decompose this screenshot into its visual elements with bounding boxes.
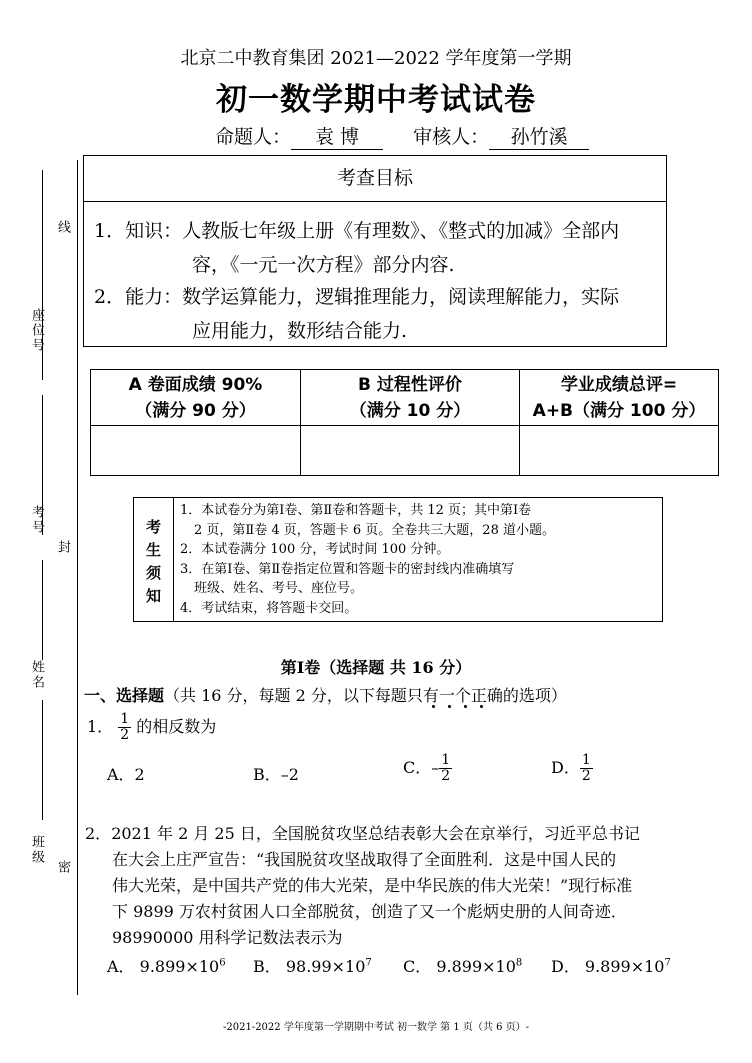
seat-number-label: 座位号 — [29, 308, 44, 353]
notes-label-char: 考 — [145, 518, 161, 536]
q1-c-frac-num: 1 — [441, 752, 451, 768]
setter-reviewer-line — [215, 122, 589, 150]
seal-char-xian: 线 — [55, 220, 70, 235]
name-blank-line — [42, 560, 43, 660]
notes-line: 2 页，第Ⅱ卷 4 页，答题卡 6 页。全卷共三大题，28 道小题。 — [194, 522, 555, 538]
question-2-line5: 98990000 用科学记数法表示为 — [112, 928, 343, 947]
q2-option-b[interactable] — [253, 954, 372, 977]
q1-option-c-sign: – — [431, 758, 440, 777]
q1-option-c-fraction — [439, 753, 452, 784]
part1-title: 第Ⅰ卷（选择题 共 16 分） — [280, 658, 472, 677]
q2-option-b-exp: 7 — [365, 957, 372, 969]
score-cell-a[interactable] — [91, 426, 301, 476]
q2-option-d-exp: 7 — [664, 957, 671, 969]
q1-number: 1． — [87, 717, 114, 736]
q1-c-frac-den: 2 — [441, 768, 451, 784]
q1-option-c[interactable] — [403, 753, 452, 784]
notes-line: 3．在第Ⅰ卷、第Ⅱ卷指定位置和答题卡的密封线内准确填写 — [180, 561, 515, 577]
question-2-line3: 伟大光荣，是中国共产党的伟大光荣，是中华民族的伟大光荣！”现行标准 — [112, 876, 633, 895]
notes-label-char: 生 — [145, 541, 161, 559]
q1-frac-num: 1 — [120, 711, 130, 727]
seal-char-feng: 封 — [55, 540, 70, 555]
goal-2-line2: 应用能力，数形结合能力. — [192, 320, 408, 342]
score-col-a-line1: A 卷面成绩 90% — [128, 374, 263, 395]
page-footer: -2021-2022 学年度第一学期期中考试 初一数学 第 1 页（共 6 页）- — [222, 1022, 529, 1033]
reviewer-label: 审核人： — [413, 126, 490, 148]
candidate-notes-box — [133, 497, 663, 622]
q1-option-d-fraction — [580, 753, 593, 784]
notes-text — [180, 501, 555, 618]
score-table — [90, 369, 719, 476]
seal-char-mi: 密 — [55, 860, 70, 875]
q2-option-c-text: C． 9.899×10 — [403, 957, 516, 976]
question-2-line2: 在大会上庄严宣告：“我国脱贫攻坚战取得了全面胜利．这是中国人民的 — [112, 850, 617, 869]
setter-label: 命题人： — [215, 126, 292, 148]
class-blank-line — [42, 700, 43, 820]
q2-option-b-text: B． 98.99×10 — [253, 957, 366, 976]
goal-2-line1: 2．能力：数学运算能力，逻辑推理能力，阅读理解能力，实际 — [94, 286, 620, 308]
q2-option-a-text: A． 9.899×10 — [107, 957, 220, 976]
score-col-a — [91, 370, 301, 426]
section-1-heading — [84, 683, 567, 706]
q1-frac-den: 2 — [120, 727, 130, 743]
score-col-total — [520, 370, 719, 426]
q1-d-frac-den: 2 — [581, 768, 591, 784]
score-cell-total[interactable] — [520, 426, 719, 476]
goals-title: 考查目标 — [84, 156, 666, 202]
q1-option-c-label: C． — [403, 758, 432, 777]
section-1-label: 一、选择题 — [84, 686, 165, 705]
score-col-b — [301, 370, 520, 426]
q2-option-d-text: D． 9.899×10 — [551, 957, 665, 976]
goal-1-line2: 容，《一元一次方程》部分内容. — [192, 254, 455, 276]
section-1-instructions: （共 16 分，每题 2 分，以下每题只有一个正确的选项） — [164, 686, 567, 705]
score-col-a-line2: （满分 90 分） — [135, 400, 256, 421]
q2-option-d[interactable] — [551, 954, 671, 977]
q1-d-frac-num: 1 — [581, 752, 591, 768]
goal-1-line1: 1．知识：人教版七年级上册《有理数》、《整式的加减》全部内 — [94, 220, 620, 242]
school-line: 北京二中教育集团 2021—2022 学年度第一学期 — [180, 48, 572, 69]
notes-label-char: 须 — [145, 564, 161, 582]
score-col-total-line1: 学业成绩总评= — [560, 374, 678, 395]
setter-name: 袁 博 — [291, 122, 383, 150]
notes-line: 1．本试卷分为第Ⅰ卷、第Ⅱ卷和答题卡，共 12 页；其中第Ⅰ卷 — [180, 503, 532, 518]
score-col-total-line2: A+B（满分 100 分） — [532, 400, 706, 421]
q2-option-c[interactable] — [403, 954, 522, 977]
score-cell-b[interactable] — [301, 426, 520, 476]
q2-number: 2． — [85, 824, 112, 843]
emphasis-dot — [464, 705, 467, 708]
q1-option-d-label: D． — [551, 758, 580, 777]
goals-box — [83, 155, 667, 347]
question-1-stem — [87, 712, 216, 743]
emphasis-dot — [432, 705, 435, 708]
emphasis-dot — [448, 705, 451, 708]
q2-option-a[interactable] — [107, 954, 226, 977]
reviewer-name: 孙竹溪 — [489, 122, 589, 150]
q2-option-a-exp: 6 — [219, 957, 226, 969]
q2-line1-text: 2021 年 2 月 25 日，全国脱贫攻坚总结表彰大会在京举行，习近平总书记 — [111, 824, 640, 843]
q2-option-c-exp: 8 — [515, 957, 523, 969]
score-col-b-line1: B 过程性评价 — [358, 374, 462, 395]
exam-number-label: 考号 — [29, 505, 44, 535]
class-label: 班级 — [29, 835, 44, 865]
q1-option-d[interactable] — [551, 753, 593, 784]
q1-fraction — [118, 712, 131, 743]
notes-line: 4．考试结束，将答题卡交回。 — [180, 600, 358, 616]
notes-label — [134, 498, 174, 621]
notes-line: 班级、姓名、考号、座位号。 — [194, 581, 364, 596]
notes-label-char: 知 — [145, 587, 161, 605]
exam-title: 初一数学期中考试试卷 — [216, 82, 536, 118]
question-2-line1 — [85, 821, 640, 844]
q1-option-a[interactable]: A．2 — [107, 765, 145, 784]
question-2-line4: 下 9899 万农村贫困人口全部脱贫，创造了又一个彪炳史册的人间奇迹． — [112, 902, 627, 921]
notes-line: 2．本试卷满分 100 分，考试时间 100 分钟。 — [180, 542, 450, 557]
name-label: 姓名 — [29, 660, 44, 690]
binding-line — [77, 160, 78, 995]
q1-stem-text: 的相反数为 — [136, 717, 217, 736]
emphasis-dot — [480, 705, 483, 708]
q1-option-b[interactable]: B．–2 — [253, 765, 299, 784]
score-col-b-line2: （满分 10 分） — [349, 400, 471, 421]
